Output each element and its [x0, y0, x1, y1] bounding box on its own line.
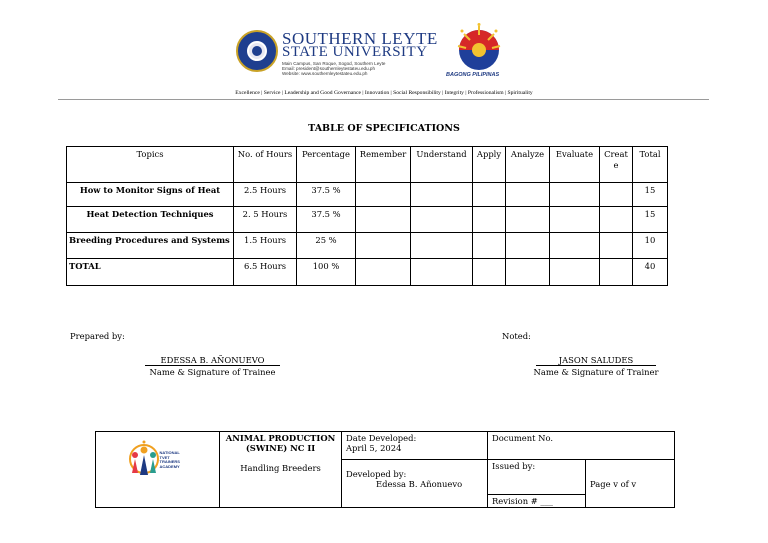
- university-name-line2: STATE UNIVERSITY: [282, 44, 428, 60]
- header-percentage: Percentage: [297, 147, 356, 183]
- logo-text-national: NATIONAL: [159, 450, 180, 455]
- specifications-table: [66, 146, 668, 286]
- university-seal-logo: [236, 30, 278, 72]
- university-motto: Excellence | Service | Leadership and Good Governance | Innovation | Social Responsibility | Integrity | Professionalism | Spirituality: [235, 90, 533, 96]
- revision-label: Revision # ___: [492, 496, 553, 506]
- header-apply: Apply: [473, 147, 506, 183]
- prepared-by-label: Prepared by:: [70, 331, 125, 341]
- university-email: Email: president@southernleytestateu.edu.ph: [282, 66, 376, 71]
- header-total: Total: [633, 147, 668, 183]
- date-developed-cell: [342, 432, 488, 460]
- trainer-signature-caption: Name & Signature of Trainer: [533, 367, 659, 377]
- page-number: Page v of v: [590, 478, 637, 489]
- table-row: [67, 233, 668, 259]
- cell-evaluate: [550, 259, 600, 286]
- date-developed-value: April 5, 2024: [346, 443, 402, 453]
- cell-evaluate: [550, 183, 600, 207]
- cell-understand: [411, 259, 473, 286]
- developed-by-value: Edessa B. Añonuevo: [376, 479, 463, 489]
- row-percentage: 37.5 %: [297, 207, 356, 233]
- date-developed-label: Date Developed:: [346, 433, 417, 443]
- trainee-name: EDESSA B. AÑONUEVO: [145, 355, 280, 366]
- cell-evaluate: [550, 233, 600, 259]
- row-percentage: 100 %: [297, 259, 356, 286]
- bagong-pilipinas-logo: [452, 22, 506, 72]
- header-understand: Understand: [411, 147, 473, 183]
- table-row: [67, 207, 668, 233]
- trainee-signature-caption: Name & Signature of Trainee: [149, 367, 276, 377]
- cell-analyze: [506, 183, 550, 207]
- document-no-label: Document No.: [492, 433, 554, 443]
- header-remember: Remember: [356, 147, 411, 183]
- row-hours: 2. 5 Hours: [234, 207, 297, 233]
- cell-understand: [411, 207, 473, 233]
- document-title: TABLE OF SPECIFICATIONS: [308, 123, 460, 134]
- cell-understand: [411, 183, 473, 207]
- row-hours: 6.5 Hours: [234, 259, 297, 286]
- university-website: Website: www.southernleytestateu.edu.ph: [282, 71, 368, 76]
- row-hours: 2.5 Hours: [234, 183, 297, 207]
- cell-create: [600, 233, 633, 259]
- row-topic: Breeding Procedures and Systems: [67, 233, 234, 259]
- cell-apply: [473, 207, 506, 233]
- qualification-title: ANIMAL PRODUCTION: [225, 433, 336, 443]
- cell-analyze: [506, 259, 550, 286]
- header-evaluate: Evaluate: [550, 147, 600, 183]
- university-address: Main Campus, San Roque, Sogod, Southern Leyte: [282, 61, 386, 66]
- row-total: 15: [633, 207, 668, 233]
- logo-text-tvet: TVET: [159, 454, 170, 460]
- row-topic: Heat Detection Techniques: [67, 207, 234, 233]
- cell-remember: [356, 183, 411, 207]
- row-total: 10: [633, 233, 668, 259]
- cell-remember: [356, 259, 411, 286]
- cell-apply: [473, 233, 506, 259]
- cell-remember: [356, 233, 411, 259]
- issued-by-cell: [488, 460, 586, 495]
- logo-text-academy: ACADEMY: [159, 463, 180, 469]
- cell-apply: [473, 183, 506, 207]
- revision-cell: [488, 495, 586, 508]
- header-hours: No. of Hours: [234, 147, 297, 183]
- qualification-cell: [220, 432, 342, 508]
- cell-understand: [411, 233, 473, 259]
- row-total: 40: [633, 259, 668, 286]
- noted-label: Noted:: [502, 331, 531, 341]
- university-name-line1: SOUTHERN LEYTE: [282, 29, 438, 48]
- cell-remember: [356, 207, 411, 233]
- issued-by-label: Issued by:: [492, 461, 536, 471]
- trainer-name: JASON SALUDES: [536, 355, 656, 366]
- document-no-cell: [488, 432, 675, 460]
- cell-analyze: [506, 233, 550, 259]
- cell-evaluate: [550, 207, 600, 233]
- cell-create: [600, 207, 633, 233]
- logo-text-trainers: TRAINERS: [159, 459, 180, 464]
- row-percentage: 25 %: [297, 233, 356, 259]
- cell-create: [600, 183, 633, 207]
- row-percentage: 37.5 %: [297, 183, 356, 207]
- cell-apply: [473, 259, 506, 286]
- table-total-row: [67, 259, 668, 286]
- header-analyze: Analyze: [506, 147, 550, 183]
- footer-logo-cell: [96, 432, 220, 508]
- row-topic: TOTAL: [67, 259, 234, 286]
- page-cell: [586, 460, 675, 508]
- header-topics: Topics: [67, 147, 234, 183]
- header-create: Creat e: [600, 147, 633, 183]
- header-divider: [58, 99, 709, 100]
- developed-by-cell: [342, 460, 488, 508]
- row-hours: 1.5 Hours: [234, 233, 297, 259]
- qualification-level: (SWINE) NC II: [245, 443, 316, 453]
- table-row: [67, 183, 668, 207]
- ntta-logo: [128, 437, 188, 483]
- bagong-pilipinas-text: BAGONG PILIPINAS: [446, 72, 500, 78]
- cell-create: [600, 259, 633, 286]
- cell-analyze: [506, 207, 550, 233]
- developed-by-label: Developed by:: [346, 469, 407, 479]
- row-total: 15: [633, 183, 668, 207]
- module-title: Handling Breeders: [240, 463, 321, 473]
- table-header-row: [67, 147, 668, 183]
- document-footer-table: [95, 431, 675, 508]
- row-topic: How to Monitor Signs of Heat: [67, 183, 234, 207]
